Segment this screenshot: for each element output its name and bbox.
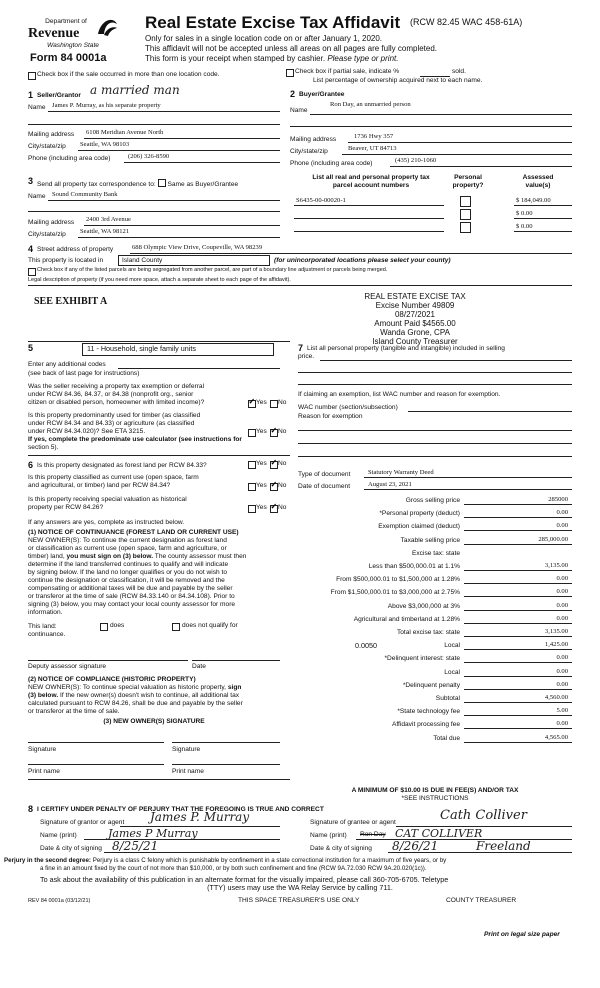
deputy-signature-label: Deputy assessor signature [28,663,107,670]
perjury-line1: Perjury in the second degree: Perjury is a class C felony which is punishable by confinement in a state correctional institution for a maximum of five years, or by [4,857,447,864]
q2-yes-label: Yes [256,428,267,435]
seller-handwritten-note: a married man [90,83,180,97]
partial-sale-checkbox[interactable] [286,69,294,77]
does-not-label: does not qualify for [182,622,238,629]
buyer-city[interactable]: Beaver, UT 84713 [348,145,397,152]
notice2-line: NEW OWNER(S): To continue special valuation as historic property, sign [28,684,242,691]
q2-line-b: under RCW 84.34 and 84.33) or agriculture (as classified [28,420,195,427]
tax-row-label: *Personal property (deduct) [379,510,460,518]
notice1-line: compensating or additional taxes will be due and payable by the seller [28,585,233,592]
parcel-value[interactable]: $ 0.00 [516,223,533,230]
grantee-date[interactable]: 8/26/21 [392,839,439,853]
partial-sale-sold: sold. [452,68,466,75]
grantor-date-label: Date & city of signing [40,845,102,852]
county-select[interactable] [118,255,270,266]
revision-number: REV 84 0001a (03/12/21) [28,898,91,904]
personal-header-a: Personal [454,174,482,181]
personal-property-checkbox[interactable] [460,222,471,233]
tax-row-label: Subtotal [435,695,460,702]
tax-row-label: Local [444,642,460,650]
section2-number: 2 [290,89,296,99]
personal-header-b: property? [452,182,484,189]
seller-name[interactable]: James P. Murray, as his separate property [52,102,161,109]
notice1-line: signing (3) below, you may contact your local county assessor for more [28,601,236,608]
s6-q3-yes-checkbox[interactable] [248,505,256,513]
s6-q2-yes-label: Yes [256,482,267,489]
grantee-date-label: Date & city of signing [310,845,372,852]
tax-row-label: *Delinquent interest: state [384,655,460,663]
tax-row-value[interactable]: 5.00 [556,707,568,715]
notice1-line: timber) land, you must sign on (3) below. The county assessor must then [28,553,247,560]
grantor-date[interactable]: 8/25/21 [112,839,159,853]
tax-row-label: From $1,500,000.01 to $3,000,000 at 2.75% [330,589,460,597]
q2-line-d: If yes, complete the predominate use calculator (see instructions for [28,436,242,443]
revenue-logo-icon [95,14,119,38]
stamp-line5: Wanda Grone, CPA [380,328,450,337]
notice2-title: (2) NOTICE OF COMPLIANCE (HISTORIC PROPERTY) [28,676,196,683]
q2-line-e: section 5). [28,444,59,451]
treasurer-use: THIS SPACE TREASURER'S USE ONLY [238,897,360,904]
q1-yes-label: Yes [256,399,267,406]
tax-row-value[interactable]: 4,560.00 [544,694,568,701]
located-label: This property is located in [28,257,104,264]
tax-row-label: Less than $500,000.01 at 1.1% [368,563,460,570]
partial-sale-note: List percentage of ownership acquired next to each name. [313,77,483,84]
doc-type-label: Type of document [298,471,351,478]
section3-name-label: Name [28,193,46,200]
tax-row-value[interactable]: 1,425.00 [544,641,568,649]
multi-location-label: Check box if the sale occurred in more than one location code. [37,71,220,78]
grantee-city[interactable]: Freeland [476,839,531,853]
wac-label: WAC number (section/subsection) [298,404,398,411]
tax-row-value[interactable]: 0.00 [556,654,568,662]
seller-name-label: Name [28,104,46,111]
notice1-line: by signing below. If the land no longer qualifies or you do not wish to [28,569,228,576]
legal-description[interactable]: SEE EXHIBIT A [34,296,108,307]
stamp-line1: REAL ESTATE EXCISE TAX [364,292,466,301]
s6-q2-no-checkbox[interactable] [270,483,278,491]
buyer-address[interactable]: 1736 Hwy 357 [354,133,394,140]
tax-row-label: Total due [433,734,460,742]
parcels-header-b: parcel account numbers [332,182,410,189]
tax-row-label: *State technology fee [397,708,460,716]
form-number: Form 84 0001a [30,52,107,64]
notice1-line: NEW OWNER(S): To continue the current designation as forest land [28,537,227,544]
tax-row-label: Taxable selling price [400,536,460,544]
notice1-line: or classification as current use (open space, farm and agriculture, or [28,545,227,552]
street-address[interactable]: 688 Olympic View Drive, Coupeville, WA 98239 [132,244,263,251]
notice2-line: (3) below. If the new owner(s) doesn't wish to continue, all additional tax [28,692,240,699]
exemption-label: If claiming an exemption, list WAC number and reason for exemption. [298,391,501,398]
tax-row-value[interactable]: 0.00 [556,509,568,517]
s6-q3-a: Is this property receiving special valuation as historical [28,496,187,503]
deputy-date-label: Date [192,663,206,670]
notice2-line: calculated pursuant to RCW 84.26, shall be due and payable by the seller [28,700,243,707]
tax-row-value[interactable]: 285000 [548,496,568,503]
tax-row-value[interactable]: 0.00 [556,667,568,675]
tax-row-value[interactable]: 0.00 [556,588,568,596]
section3-label: Send all property tax correspondence to: Same as Buyer/Grantee [37,181,239,188]
header-line1: Only for sales in a single location code on or after January 1, 2020. [145,34,383,43]
dept-line3: Washington State [47,42,99,49]
tax-row-label: Above $3,000,000 at 3% [387,602,460,610]
buyer-phone-label: Phone (including area code) [290,160,373,167]
buyer-name[interactable]: Ron Day, an unmarried person [330,101,411,108]
tax-row-label: Local [444,668,460,676]
parcel-value[interactable]: $ 184,049.00 [516,197,551,204]
buyer-phone[interactable]: (435) 210-1060 [395,157,437,164]
s6-q1-yes-label: Yes [256,460,267,467]
grantor-signature[interactable]: James P. Murray [150,810,250,824]
buyer-name-label: Name [290,107,308,114]
tax-row-label: Gross selling price [405,497,460,504]
tax-row-value[interactable]: 0.00 [556,575,568,583]
header-line2: This affidavit will not be accepted unless all areas on all pages are fully completed. [145,44,438,53]
grantee-name-struck: Ron Day [360,831,386,838]
dept-line1: Department of [45,18,87,25]
section3-number: 3 [28,176,34,186]
owner-signature-label: Signature [172,746,201,753]
tax-row-label: Affidavit processing fee [391,721,460,729]
parcels-header-a: List all real and personal property tax [312,174,430,181]
s6-any-yes: If any answers are yes, complete as instructed below. [28,519,185,526]
section3-address[interactable]: 2400 3rd Avenue [86,216,131,223]
seller-city-label: City/state/zip [28,143,66,150]
parcel-value[interactable]: $ 0.00 [516,210,533,217]
notice3-title: (3) NEW OWNER(S) SIGNATURE [103,718,205,725]
form-title: Real Estate Excise Tax Affidavit [145,13,401,32]
doc-type[interactable]: Statutory Warranty Deed [368,469,434,476]
tax-row-value[interactable]: 0.00 [556,720,568,728]
q2-no-label: No [278,428,287,435]
q2-line-a: Is this property predominantly used for timber (as classified [28,412,201,419]
tax-row-label: Excise tax: state [411,549,460,557]
buyer-city-label: City/state/zip [290,148,328,155]
q1-line-a: Was the seller receiving a property tax exemption or deferral [28,383,205,390]
located-note: (for unincorporated locations please select your county) [274,257,451,264]
legal-description-label: Legal description of property (if you need more space, attach a separate sheet to each page of the affidavit). [28,277,291,283]
section3-address-label: Mailing address [28,219,75,226]
tax-row-label: From $500,000.01 to $1,500,000 at 1.28% [336,576,460,584]
doc-date[interactable]: August 23, 2021 [368,481,412,488]
alt-format-line2: (TTY) users may use the WA Relay Service by calling 711. [207,883,393,892]
personal-property-checkbox[interactable] [460,196,471,207]
s6-q1-no-label: No [278,460,287,467]
does-label: does [110,622,125,629]
street-address-label: Street address of property [37,246,114,253]
s6-q2-yes-checkbox[interactable] [248,483,256,491]
tax-row-value[interactable]: 0.00 [556,522,568,530]
s6-q1-no-checkbox[interactable] [270,461,278,469]
q1-line-b: under RCW 84.36, 84.37, or 84.38 (nonprofit org., senior [28,391,194,398]
section3-city-label: City/state/zip [28,231,66,238]
q2-line-c: under RCW 84.34.020)? See ETA 3215. [28,428,146,435]
tax-row-label: *Delinquent penalty [402,681,460,689]
parcel-number[interactable]: S6435-00-00020-1 [296,197,346,204]
reason-label: Reason for exemption [298,413,363,420]
q2-yes-checkbox[interactable] [248,429,256,437]
certify-statement: I CERTIFY UNDER PENALTY OF PERJURY THAT THE FOREGOING IS TRUE AND CORRECT [37,806,324,813]
tax-row-value[interactable]: 0.00 [556,601,568,609]
dept-line2: Revenue [28,26,80,41]
seller-heading: Seller/Grantor [37,92,81,99]
section7-label-a: List all personal property (tangible and intangible) included in selling [307,345,505,352]
seller-address[interactable]: 6108 Meridian Avenue North [86,129,164,136]
alt-format-line1: To ask about the availability of this publication in an alternate format for the visually impaired, please call 360-705-6705. Teletype [40,875,449,884]
stamp-line6: Island County Treasurer [372,337,458,346]
see-back-label: (see back of last page for instructions) [28,370,140,377]
local-tax-rate: 0.0050 [355,641,377,651]
legal-size-note: Print on legal size paper [484,931,560,938]
perjury-line2: a fine in an amount fixed by the court of not more than $10,000, or by both such confinement and fine (RCW 9A.72.030 RCW 9A.20.020(1c)). [40,865,427,872]
this-land-label: This land: [28,623,57,630]
tax-row-value[interactable]: 285,000.00 [538,535,568,543]
section7-label-b: price. [298,353,315,360]
see-instructions-note: *SEE INSTRUCTIONS [401,795,469,802]
notice1-title: (1) NOTICE OF CONTINUANCE (FOREST LAND OR CURRENT USE) [28,529,239,536]
section5-number: 5 [28,343,34,353]
partial-sale-label: Check box if partial sale, indicate % [295,68,400,75]
grantee-name-label: Name (print) [310,832,347,839]
owner-signature-label: Signature [28,746,57,753]
tax-row-value[interactable]: 3,135.00 [544,562,568,569]
grantee-signature-label: Signature of grantee or agent [310,819,396,826]
rcw-reference: (RCW 82.45 WAC 458-61A) [410,17,523,27]
owner-print-label: Print name [172,768,204,775]
stamp-line2: Excise Number 49809 [375,301,455,310]
section1-number: 1 [28,90,34,100]
s6-q2-b: and agricultural, or timber) land per RCW 84.34? [28,482,171,489]
stamp-line4: Amount Paid $4565.00 [374,319,456,328]
assessed-header-b: value(s) [525,182,551,189]
minimum-fee-note: A MINIMUM OF $10.00 IS DUE IN FEE(S) AND/OR TAX [351,787,519,794]
s6-q3-no-label: No [278,504,287,511]
s6-q3-b: property per RCW 84.26? [28,504,104,511]
s6-q1: Is this property designated as forest land per RCW 84.33? [37,462,207,469]
s6-q2-a: Is this property classified as current use (open space, farm [28,474,199,481]
section8-number: 8 [28,804,34,814]
section4-number: 4 [28,244,34,254]
q1-yes-checkbox[interactable] [248,400,256,408]
seller-address-label: Mailing address [28,131,75,138]
personal-property-checkbox[interactable] [460,209,471,220]
grantor-name[interactable]: James P Murray [108,827,198,840]
s6-q1-yes-checkbox[interactable] [248,461,256,469]
section3-name[interactable]: Sound Community Bank [52,191,118,198]
county-treasurer: COUNTY TREASURER [446,897,517,904]
q1-no-label: No [278,399,287,406]
does-qualify-checkbox[interactable] [100,623,108,631]
segregated-label: Check box if any of the listed parcels are being segregated from another parcel, are part of a boundary line adjustment or parcels being merged. [37,267,388,273]
q1-line-c: citizen or disabled person, homeowner with limited income)? [28,399,205,406]
county-select-value: Island County [122,257,163,264]
continuance-label: continuance. [28,631,66,638]
notice1-line: or transferor at the time of sale (RCW 84.33.140 or 84.34.108). Prior to [28,593,235,600]
seller-city[interactable]: Seattle, WA 98103 [80,141,130,148]
buyer-heading: Buyer/Grantee [299,91,345,98]
assessed-header-a: Assessed [522,174,554,181]
owner-print-label: Print name [28,768,60,775]
section7-number: 7 [298,343,304,353]
multi-location-checkbox[interactable] [28,72,36,80]
notice1-line: information. [28,609,63,616]
tax-row-value[interactable]: 0.00 [556,680,568,688]
q1-no-checkbox[interactable] [270,400,278,408]
tax-row-value[interactable]: 3,135.00 [544,628,568,635]
s6-q3-yes-label: Yes [256,504,267,511]
does-not-qualify-checkbox[interactable] [172,623,180,631]
grantee-name[interactable]: CAT COLLIVER [395,827,483,840]
doc-date-label: Date of document [298,483,351,490]
segregated-checkbox[interactable] [28,268,36,276]
q2-no-checkbox[interactable] [270,429,278,437]
notice1-line: continue the designation or classification, it will be removed and the [28,577,225,584]
header-line3: This form is your receipt when stamped by cashier. Please type or print. [145,54,399,63]
grantor-name-label: Name (print) [40,832,77,839]
tax-row-label: Agricultural and timberland at 1.28% [353,615,460,623]
section6-number: 6 [28,460,34,470]
buyer-address-label: Mailing address [290,136,337,143]
additional-codes-label: Enter any additional codes [28,361,106,368]
grantee-signature[interactable]: Cath Colliver [440,808,527,823]
tax-row-value[interactable]: 0.00 [556,614,568,622]
s6-q3-no-checkbox[interactable] [270,505,278,513]
stamp-line3: 08/27/2021 [394,310,436,319]
tax-row-label: Exemption claimed (deduct) [378,523,460,531]
notice2-line: or transferor at the time of sale. [28,708,120,715]
s6-q2-no-label: No [278,482,287,489]
same-as-buyer-checkbox[interactable] [158,179,166,187]
grantor-signature-label: Signature of grantor or agent [40,819,125,826]
section3-city[interactable]: Seattle, WA 98121 [80,228,130,235]
tax-row-label: Total excise tax: state [396,629,460,636]
land-use-select[interactable] [82,343,274,356]
tax-row-value[interactable]: 4,565.00 [544,733,568,741]
seller-phone-label: Phone (including area code) [28,155,111,162]
land-use-value: 11 - Household, single family units [87,344,196,353]
notice1-line: determine if the land transferred continues to qualify and will indicate [28,561,229,568]
seller-phone[interactable]: (206) 326-8590 [128,153,170,160]
